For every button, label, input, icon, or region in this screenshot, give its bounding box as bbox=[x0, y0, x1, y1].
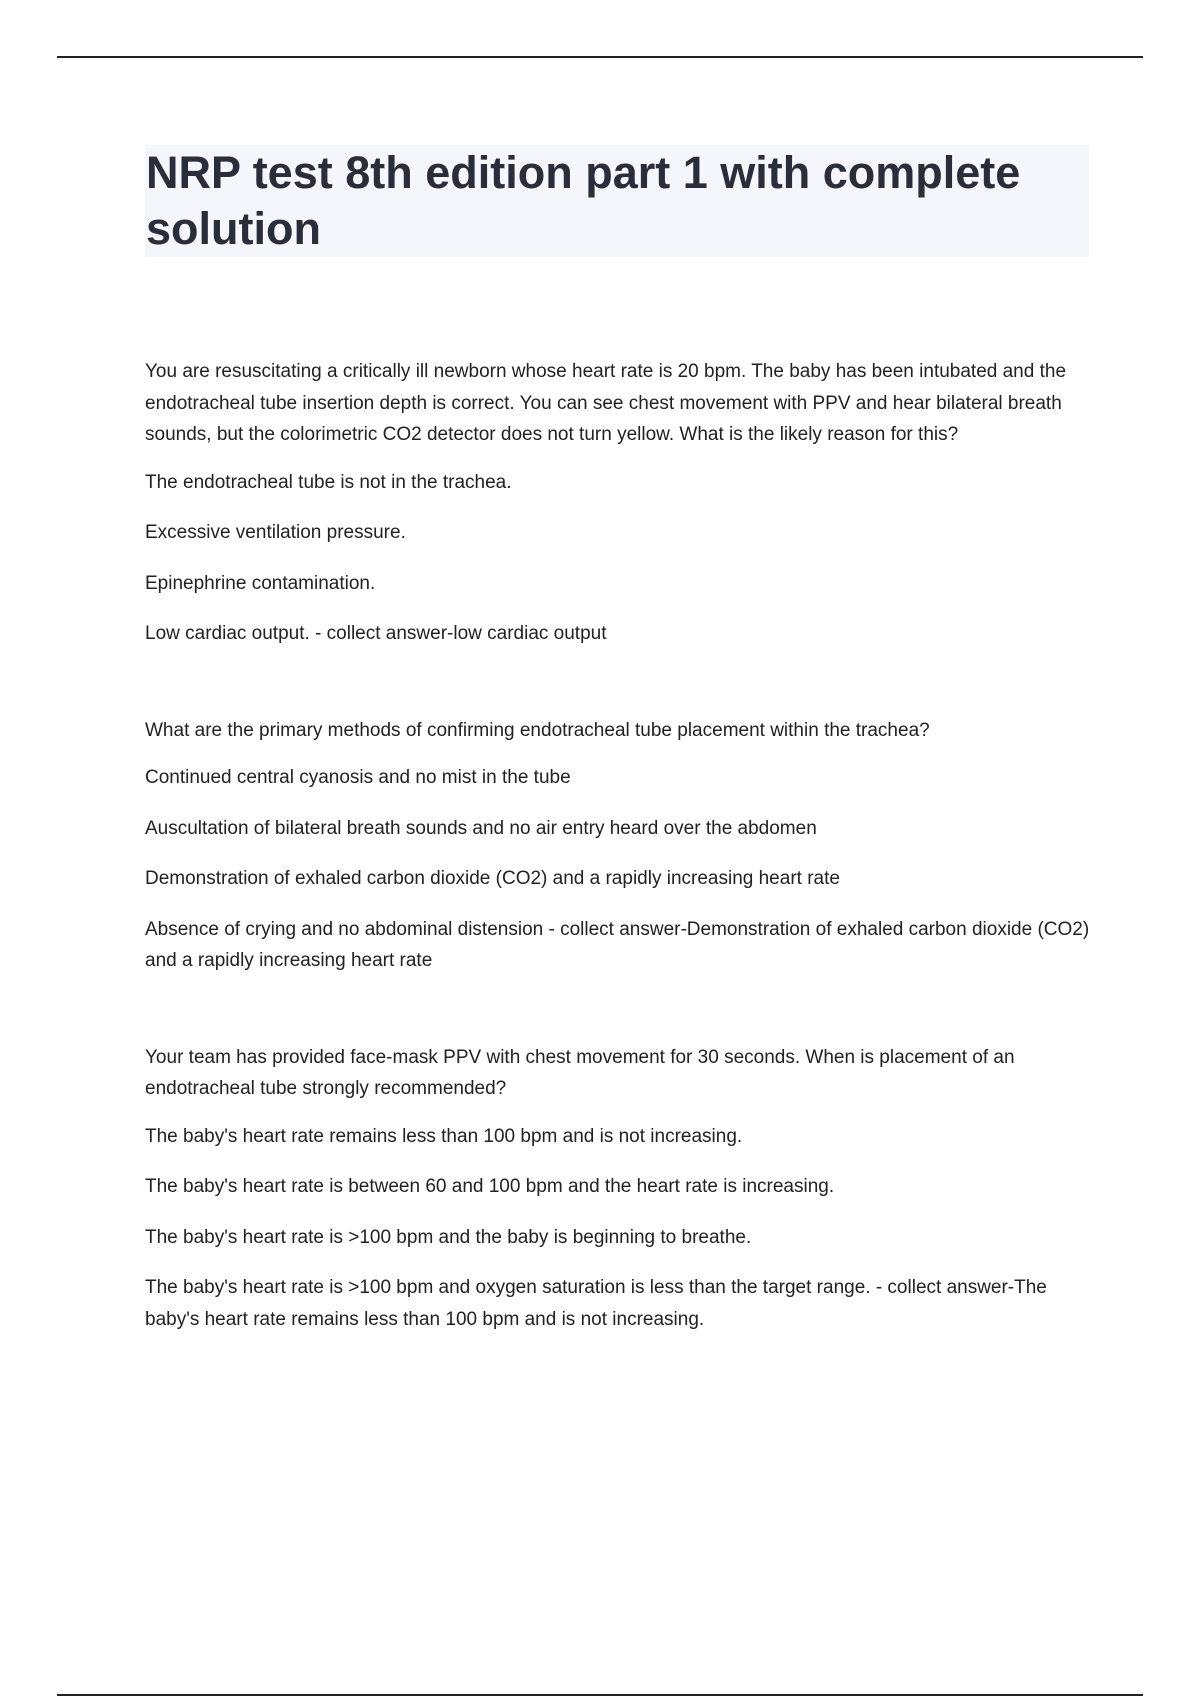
question-block-3 bbox=[145, 1042, 1090, 1336]
answer-option: Demonstration of exhaled carbon dioxide (CO2) and a rapidly increasing heart rate bbox=[145, 868, 840, 889]
header-rule bbox=[57, 56, 1143, 58]
answer-option: The baby's heart rate is between 60 and 100 bpm and the heart rate is increasing. bbox=[145, 1176, 835, 1197]
answer-option: Epinephrine contamination. bbox=[145, 572, 376, 594]
answer-option: The baby's heart rate remains less than 100 bpm and is not increasing. bbox=[145, 1125, 743, 1147]
answer-option: The baby's heart rate is >100 bpm and the baby is beginning to breathe. bbox=[145, 1226, 752, 1248]
question-text: What are the primary methods of confirming endotracheal tube placement within the trachea? bbox=[145, 719, 930, 741]
answer-option: Absence of crying and no abdominal distension - collect answer-Demonstration of exhaled carbon dioxide (CO2) and a rapidly increasing heart rate bbox=[145, 918, 1090, 971]
footer-rule bbox=[57, 1694, 1143, 1696]
question-text: Your team has provided face-mask PPV with chest movement for 30 seconds. When is placement of an endotracheal tube strongly recommended? bbox=[145, 1046, 1015, 1099]
question-block-1 bbox=[145, 356, 1090, 650]
title-banner bbox=[145, 145, 1089, 257]
answer-option: The endotracheal tube is not in the trachea. bbox=[145, 471, 512, 493]
answer-option: Auscultation of bilateral breath sounds and no air entry heard over the abdomen bbox=[145, 817, 817, 839]
question-text: You are resuscitating a critically ill newborn whose heart rate is 20 bpm. The baby has been intubated and the endotracheal tube insertion depth is correct. You can see chest movement with PPV and hear bilateral breath sounds, but the colorimetric CO2 detector does not turn yellow. What is the likely reason for this? bbox=[145, 361, 1067, 445]
page-title: NRP test 8th edition part 1 with complete solution bbox=[146, 147, 1021, 254]
question-block-2 bbox=[145, 715, 1090, 977]
document-body bbox=[145, 356, 1090, 1335]
answer-option: Continued central cyanosis and no mist in the tube bbox=[145, 767, 571, 788]
answer-option: The baby's heart rate is >100 bpm and oxygen saturation is less than the target range. - collect answer-The baby's heart rate remains less than 100 bpm and is not increasing. bbox=[145, 1277, 1047, 1330]
answer-option: Low cardiac output. - collect answer-low cardiac output bbox=[145, 623, 607, 644]
answer-option: Excessive ventilation pressure. bbox=[145, 522, 406, 543]
